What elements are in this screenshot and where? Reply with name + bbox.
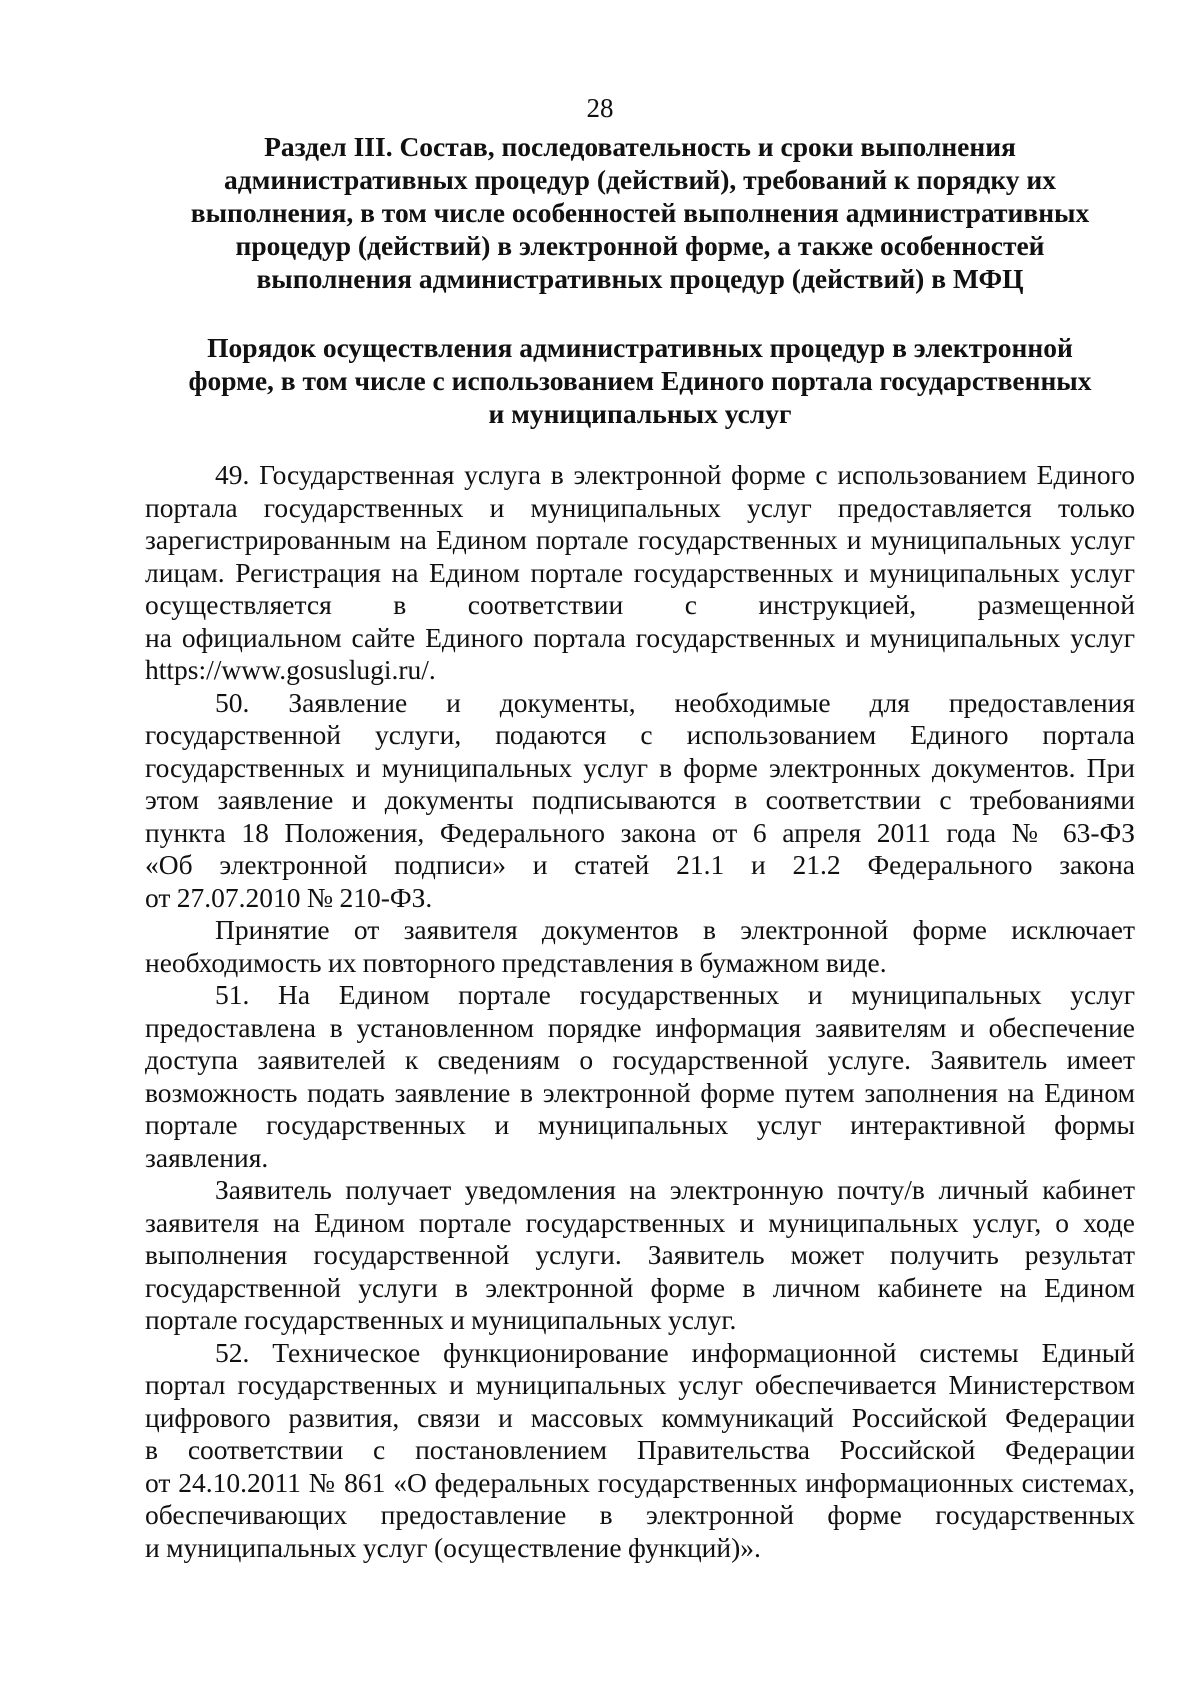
sub-heading-line: и муниципальных услуг [488, 398, 792, 429]
paragraph-line: этом заявление и документы подписываются в соответствии с требованиями [145, 784, 1135, 815]
paragraph-line: обеспечивающих предоставление в электронной форме государственных [145, 1499, 1135, 1530]
section-heading-line: административных процедур (действий), требований к порядку их [223, 164, 1057, 195]
paragraph-line: государственной услуги в электронной форме в личном кабинете на Едином [145, 1271, 1135, 1303]
paragraph-line: «Об электронной подписи» и статей 21.1 и 21.2 Федерального закона [145, 849, 1135, 880]
paragraph-line: 51. На Едином портале государственных и муниципальных услуг [215, 979, 1135, 1010]
paragraph-line: 52. Техническое функционирование информационной системы Единый [215, 1336, 1135, 1368]
paragraph-line: государственной услуги, подаются с использованием Единого портала [145, 719, 1135, 750]
paragraph-52 [145, 1337, 1135, 1565]
paragraph-line: портале государственных и муниципальных услуг интерактивной формы [145, 1109, 1135, 1140]
paragraph-line: возможность подать заявление в электронной форме путем заполнения на Едином [145, 1076, 1135, 1108]
paragraph-line: доступа заявителей к сведениям о государственной услуге. Заявитель имеет [145, 1044, 1135, 1075]
paragraph-line: зарегистрированным на Едином портале государственных и муниципальных услуг [145, 524, 1135, 555]
paragraph-line: Заявитель получает уведомления на электронную почту/в личный кабинет [215, 1174, 1135, 1205]
paragraph-49 [145, 459, 1135, 687]
sub-heading-line: Порядок осуществления административных процедур в электронной [207, 332, 1073, 363]
paragraph-line: портал государственных и муниципальных услуг обеспечивается Министерством [145, 1369, 1135, 1400]
paragraph-line: от 27.07.2010 № 210-ФЗ. [145, 881, 433, 913]
paragraph-line: выполнения государственной услуги. Заявитель может получить результат [145, 1239, 1135, 1270]
paragraph-line: заявления. [145, 1141, 269, 1173]
section-heading-line: выполнения, в том числе особенностей выполнения административных [190, 197, 1090, 228]
paragraph-51-continuation [145, 1174, 1135, 1337]
body-text [145, 459, 1135, 1564]
paragraph-line: осуществляется в соответствии с инструкцией, размещенной [145, 589, 1135, 620]
paragraph-line: лицам. Регистрация на Едином портале государственных и муниципальных услуг [145, 556, 1135, 588]
paragraph-line: предоставлена в установленном порядке информация заявителям и обеспечение [145, 1011, 1135, 1043]
sub-heading [145, 331, 1135, 430]
section-heading-line: Раздел III. Состав, последовательность и сроки выполнения [264, 131, 1016, 162]
paragraph-line: от 24.10.2011 № 861 «О федеральных государственных информационных системах, [145, 1466, 1135, 1498]
paragraph-line: государственных и муниципальных услуг в форме электронных документов. При [145, 751, 1135, 783]
paragraph-line: 49. Государственная услуга в электронной форме с использованием Единого [215, 459, 1135, 490]
paragraph-line: цифрового развития, связи и массовых коммуникаций Российской Федерации [145, 1401, 1135, 1433]
section-heading-line: выполнения административных процедур (действий) в МФЦ [256, 263, 1024, 294]
sub-heading-line: форме, в том числе с использованием Единого портала государственных [188, 365, 1092, 396]
paragraph-line: заявителя на Едином портале государственных и муниципальных услуг, о ходе [145, 1206, 1135, 1238]
paragraph-50 [145, 687, 1135, 915]
paragraph-51 [145, 979, 1135, 1174]
paragraph-line: 50. Заявление и документы, необходимые для предоставления [215, 686, 1135, 718]
paragraph-line: Принятие от заявителя документов в электронной форме исключает [215, 914, 1135, 945]
paragraph-line: пункта 18 Положения, Федерального закона от 6 апреля 2011 года № 63-ФЗ [145, 816, 1135, 848]
paragraph-line: в соответствии с постановлением Правительства Российской Федерации [145, 1434, 1135, 1465]
paragraph-line: необходимость их повторного представления в бумажном виде. [145, 946, 887, 978]
paragraph-line: портале государственных и муниципальных услуг. [145, 1304, 737, 1335]
section-heading-line: процедур (действий) в электронной форме, а также особенностей [235, 230, 1045, 261]
paragraph-50-continuation [145, 914, 1135, 979]
page-number: 28 [586, 93, 614, 123]
paragraph-line: и муниципальных услуг (осуществление функций)». [145, 1531, 761, 1563]
paragraph-line: на официальном сайте Единого портала государственных и муниципальных услуг [145, 621, 1135, 653]
paragraph-line: https://www.gosuslugi.ru/. [145, 654, 436, 685]
section-heading [145, 130, 1135, 295]
paragraph-line: портала государственных и муниципальных услуг предоставляется только [145, 491, 1135, 523]
